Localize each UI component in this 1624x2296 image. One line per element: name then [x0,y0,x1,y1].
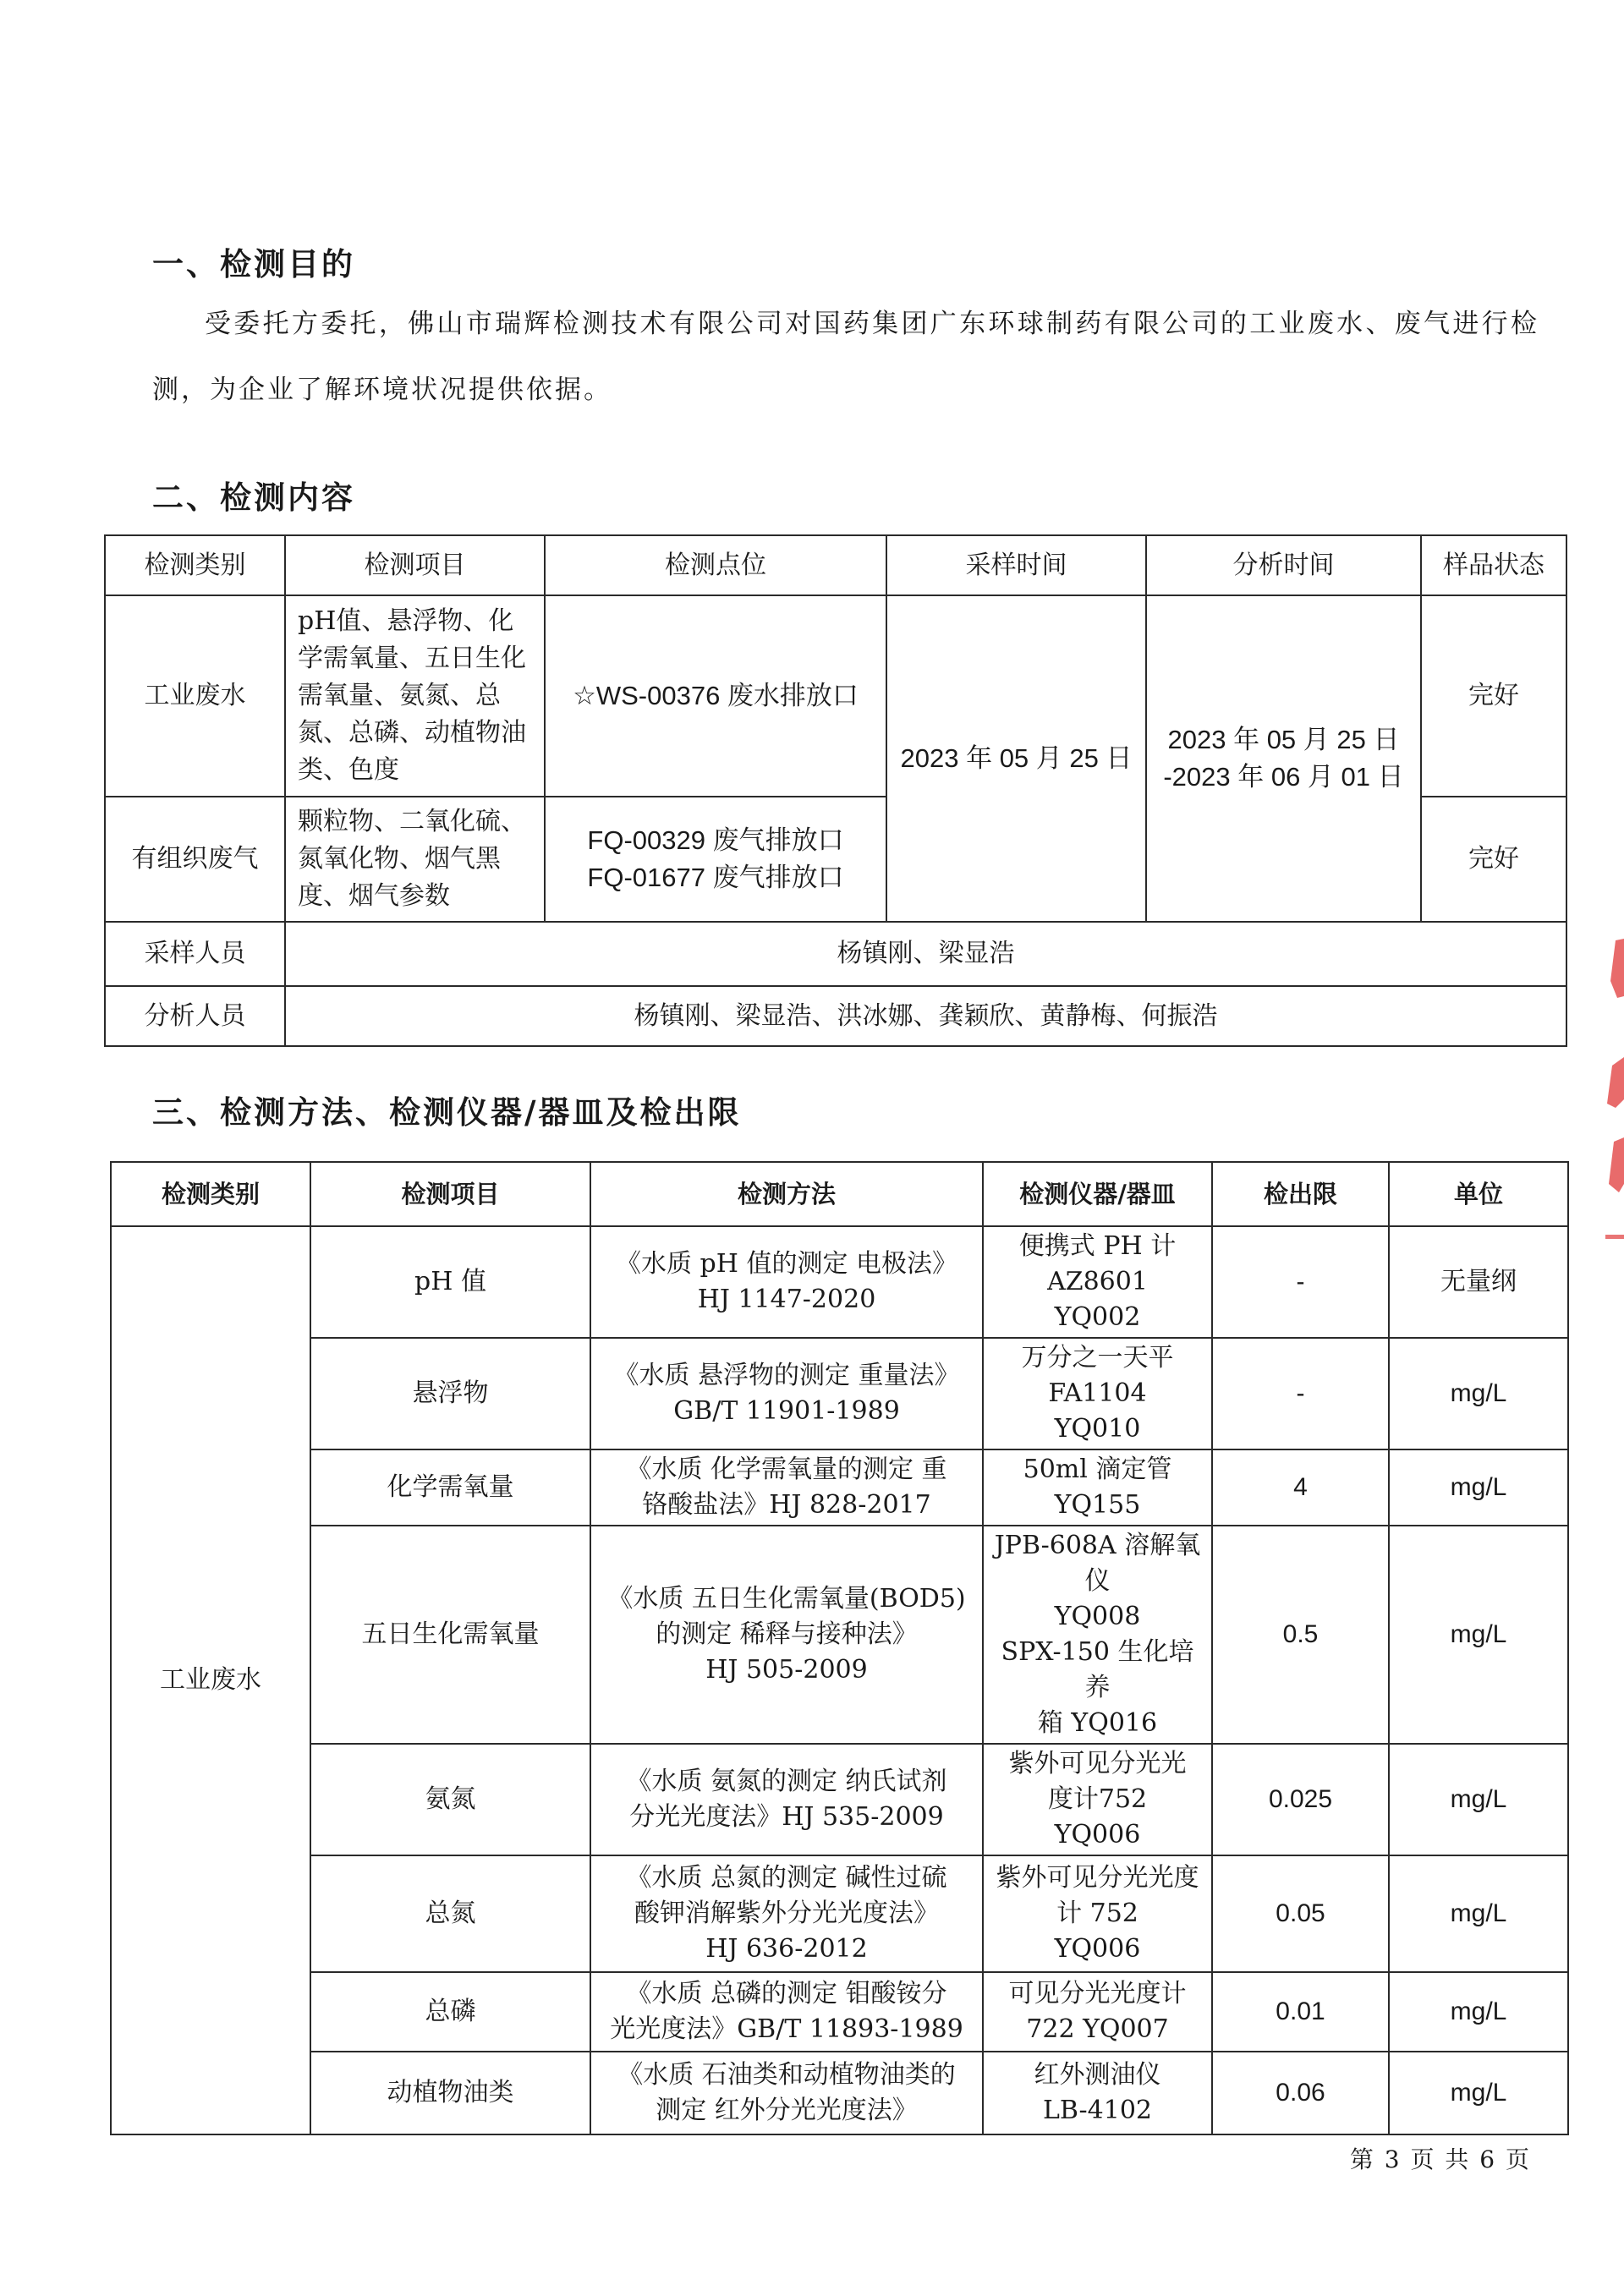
table-row [111,1226,1568,1338]
detection-content-table [104,534,1567,1047]
samplers-value: 杨镇刚、梁显浩 [285,922,1566,986]
wastewater-items: pH值、悬浮物、化学需氧量、五日生化需氧量、氨氮、总氮、总磷、动植物油类、色度 [285,595,545,797]
method-instrument [983,1338,1212,1449]
instrument-line: 722 YQ007 [1026,2014,1169,2044]
method-line: 测定 红外分光光度法》 [656,2096,918,2125]
table-row [111,1972,1568,2052]
method-instrument [983,1226,1212,1338]
table-row [111,1855,1568,1972]
instrument-line: LB-4102 [1042,2096,1152,2125]
wastewater-category: 工业废水 [105,595,285,797]
method-item: 悬浮物 [310,1338,590,1449]
method-line: 酸钾消解紫外分光光度法》 [634,1899,939,1928]
wastewater-point: ☆WS-00376 废水排放口 [545,595,886,797]
table-row [111,1526,1568,1744]
section1-heading: 一、检测目的 [152,246,355,282]
instrument-line: 红外测油仪 [1034,2060,1161,2090]
method-header-instrument: 检测仪器/器皿 [983,1162,1212,1226]
header-point: 检测点位 [545,535,886,595]
method-instrument [983,1449,1212,1526]
instrument-line: 50ml 滴定管 [1023,1455,1172,1484]
method-line: 分光光度法》HJ 535-2009 [629,1802,944,1832]
method-instrument [983,1972,1212,2052]
method-line: GB/T 11901-1989 [673,1396,900,1426]
method-line: 《水质 化学需氧量的测定 重 [626,1455,947,1484]
method-item: 氨氮 [310,1744,590,1855]
table-row [111,2052,1568,2134]
method-standard [590,1526,983,1744]
analysis-time-start: 2023 年 05 月 25 日 [1167,725,1400,754]
sampling-time: 2023 年 05 月 25 日 [886,595,1146,922]
method-limit: - [1212,1226,1389,1338]
method-line: 《水质 五日生化需氧量(BOD5) [607,1584,966,1614]
method-header-limit: 检出限 [1212,1162,1389,1226]
instrument-line: FA1104 [1048,1378,1147,1408]
waste-gas-status: 完好 [1421,797,1566,922]
header-analysis-time: 分析时间 [1146,535,1421,595]
instrument-line: YQ006 [1054,1820,1141,1849]
instrument-line: YQ002 [1054,1302,1141,1332]
method-table [110,1161,1569,2135]
method-item: 动植物油类 [310,2052,590,2134]
method-header-item: 检测项目 [310,1162,590,1226]
instrument-line: 可见分光光度计 [1008,1979,1187,2008]
method-limit: 0.01 [1212,1972,1389,2052]
method-limit: - [1212,1338,1389,1449]
method-line: 光光度法》GB/T 11893-1989 [610,2014,963,2044]
section1-paragraph: 受委托方委托，佛山市瑞辉检测技术有限公司对国药集团广东环球制药有限公司的工业废水、废气进行检测，为企业了解环境状况提供依据。 [152,309,1539,405]
method-unit: mg/L [1389,1855,1568,1972]
waste-gas-point-2: FQ-01677 废气排放口 [587,863,844,892]
waste-gas-category: 有组织废气 [105,797,285,922]
method-limit: 0.5 [1212,1526,1389,1744]
instrument-line: 万分之一天平 [1021,1343,1174,1373]
samplers-label: 采样人员 [105,922,285,986]
section3-heading: 三、检测方法、检测仪器/器皿及检出限 [152,1094,742,1131]
analysts-label: 分析人员 [105,986,285,1046]
waste-gas-point-1: FQ-00329 废气排放口 [587,825,844,855]
method-limit: 4 [1212,1449,1389,1526]
instrument-line: 箱 YQ016 [1037,1708,1158,1738]
red-seal-stamp [1582,930,1624,1243]
method-instrument [983,1855,1212,1972]
header-items: 检测项目 [285,535,545,595]
method-line: 《水质 悬浮物的测定 重量法》 [613,1361,960,1390]
header-status: 样品状态 [1421,535,1566,595]
table-row [105,595,1566,797]
method-header-unit: 单位 [1389,1162,1568,1226]
method-line: HJ 505-2009 [705,1655,868,1685]
method-instrument [983,2052,1212,2134]
instrument-line: SPX-150 生化培养 [1001,1637,1194,1702]
method-line: 铬酸盐法》HJ 828-2017 [642,1490,931,1520]
method-unit: mg/L [1389,1338,1568,1449]
waste-gas-points [545,797,886,922]
method-item: 化学需氧量 [310,1449,590,1526]
method-item: 五日生化需氧量 [310,1526,590,1744]
method-line: HJ 1147-2020 [697,1285,876,1314]
instrument-line: AZ8601 [1047,1267,1148,1296]
instrument-line: YQ008 [1054,1602,1141,1631]
method-standard [590,1855,983,1972]
method-standard [590,1744,983,1855]
section2-heading: 二、检测内容 [152,479,355,516]
method-unit: 无量纲 [1389,1226,1568,1338]
method-standard [590,1338,983,1449]
method-unit: mg/L [1389,1526,1568,1744]
page-footer: 第 3 页 共 6 页 [1349,2145,1531,2173]
method-unit: mg/L [1389,1972,1568,2052]
instrument-line: 紫外可见分光光 [1008,1749,1187,1778]
method-category: 工业废水 [111,1226,310,2134]
method-header-category: 检测类别 [111,1162,310,1226]
instrument-line: 计 752 [1056,1899,1138,1928]
table-row [111,1744,1568,1855]
method-line: 《水质 pH 值的测定 电极法》 [616,1249,957,1279]
method-line: 《水质 总氮的测定 碱性过硫 [626,1863,947,1893]
instrument-line: YQ006 [1054,1934,1141,1964]
instrument-line: YQ155 [1054,1490,1141,1520]
analysts-value: 杨镇刚、梁显浩、洪冰娜、龚颖欣、黄静梅、何振浩 [285,986,1566,1046]
method-line: 《水质 氨氮的测定 纳氏试剂 [626,1767,947,1796]
method-standard [590,2052,983,2134]
wastewater-status: 完好 [1421,595,1566,797]
method-item: 总磷 [310,1972,590,2052]
method-limit: 0.025 [1212,1744,1389,1855]
method-unit: mg/L [1389,1744,1568,1855]
instrument-line: 便携式 PH 计 [1018,1231,1177,1261]
method-line: HJ 636-2012 [705,1934,868,1964]
table-row [105,922,1566,986]
method-limit: 0.06 [1212,2052,1389,2134]
header-category: 检测类别 [105,535,285,595]
method-standard [590,1226,983,1338]
method-standard [590,1972,983,2052]
waste-gas-items: 颗粒物、二氧化硫、氮氧化物、烟气黑度、烟气参数 [285,797,545,922]
table-row [105,986,1566,1046]
analysis-time-end: -2023 年 06 月 01 日 [1163,762,1404,792]
method-limit: 0.05 [1212,1855,1389,1972]
method-item: 总氮 [310,1855,590,1972]
method-line: 的测定 稀释与接种法》 [656,1619,918,1649]
header-sampling-time: 采样时间 [886,535,1146,595]
method-line: 《水质 石油类和动植物油类的 [617,2060,956,2090]
method-instrument [983,1526,1212,1744]
method-instrument [983,1744,1212,1855]
instrument-line: 紫外可见分光光度 [996,1863,1199,1893]
method-header-method: 检测方法 [590,1162,983,1226]
method-item: pH 值 [310,1226,590,1338]
table-row [111,1449,1568,1526]
method-standard [590,1449,983,1526]
method-unit: mg/L [1389,2052,1568,2134]
table-row [111,1338,1568,1449]
instrument-line: JPB-608A 溶解氧仪 [994,1531,1201,1596]
method-line: 《水质 总磷的测定 钼酸铵分 [626,1979,947,2008]
instrument-line: YQ010 [1054,1414,1141,1444]
method-unit: mg/L [1389,1449,1568,1526]
instrument-line: 度计752 [1047,1784,1148,1814]
analysis-time [1146,595,1421,922]
